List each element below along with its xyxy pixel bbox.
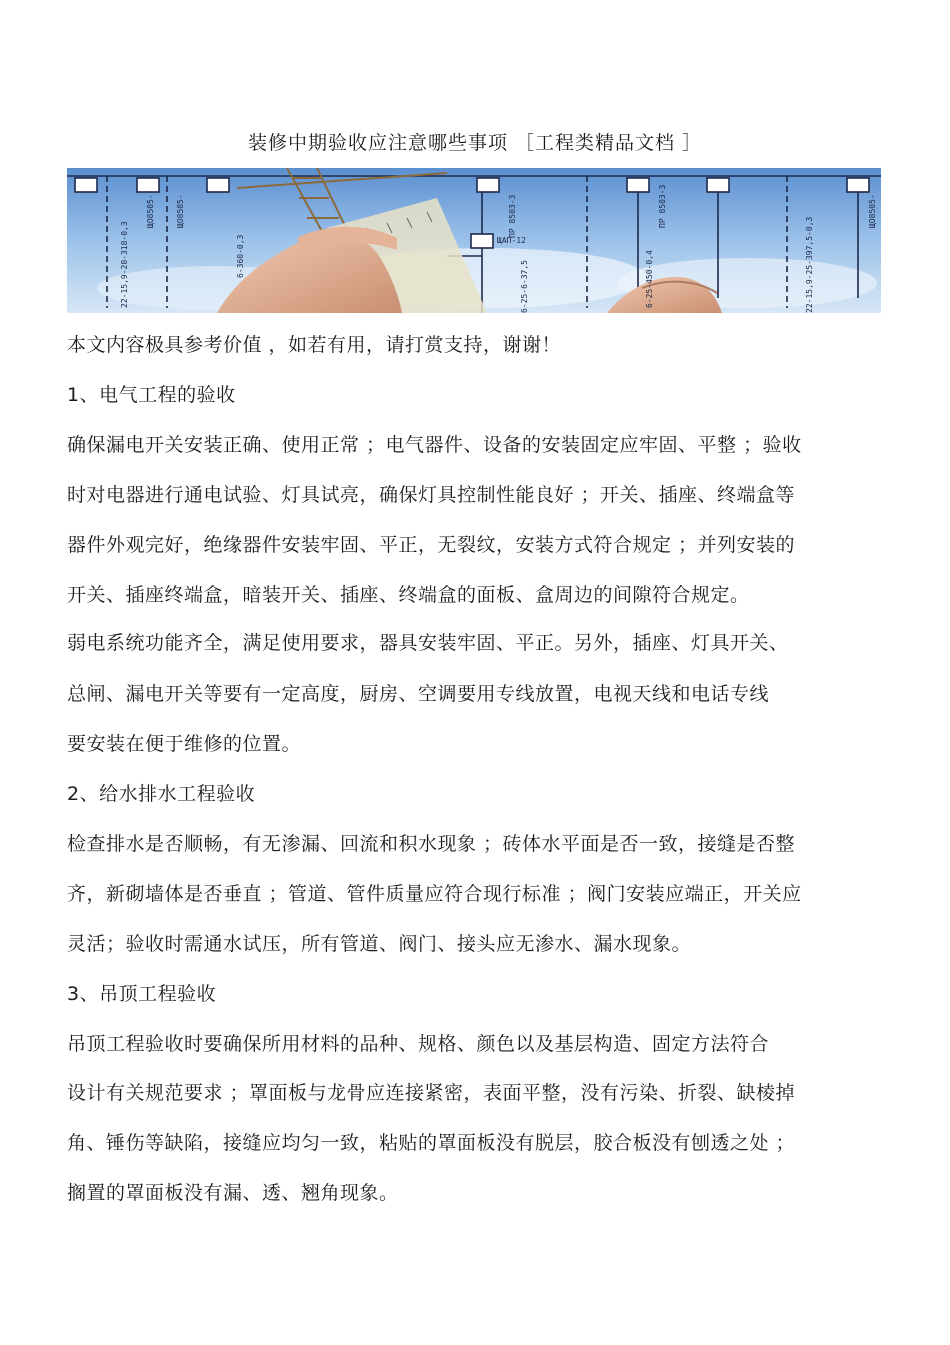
schematic-label: 6-25-450-0,4 [645, 250, 654, 308]
paragraph-line: 要安装在便于维修的位置。 [67, 733, 302, 755]
schematic-label: ЩАП-12 [497, 236, 526, 245]
paragraph-line: 设计有关规范要求 ；罩面板与龙骨应连接紧密，表面平整，没有污染、折裂、缺棱掉 [67, 1082, 796, 1104]
paragraph-line: 吊顶工程验收时要确保所用材料的品种、规格、颜色以及基层构造、固定方法符合 [67, 1033, 770, 1055]
paragraph-line: 角、锤伤等缺陷，接缝应均匀一致，粘贴的罩面板没有脱层，胶合板没有刨透之处 ； [67, 1132, 796, 1154]
paragraph-line: 总闸、漏电开关等要有一定高度，厨房、空调要用专线放置，电视天线和电话专线 [67, 683, 770, 705]
schematic-label: ЩО8505- [146, 194, 155, 228]
paragraph-line: 时对电器进行通电试验、灯具试亮，确保灯具控制性能良好 ；开关、插座、终端盒等 [67, 484, 796, 506]
section-heading: 2、给水排水工程验收 [67, 783, 256, 805]
page-title: 装修中期验收应注意哪些事项 ［工程类精品文档 ］ [247, 132, 703, 154]
section-heading: 3、吊顶工程验收 [67, 983, 217, 1005]
schematic-label: 6-360-0,3 [236, 234, 245, 278]
paragraph-line: 弱电系统功能齐全，满足使用要求，器具安装牢固、平正。另外，插座、灯具开关、 [67, 632, 789, 654]
schematic-label: ПР 8503-3 [658, 184, 667, 228]
section-heading: 1、电气工程的验收 [67, 384, 236, 406]
schematic-label: 22-15,9-25-397,5-0,3 [805, 216, 814, 313]
schematic-label: 6-25-6-37,5 [520, 260, 529, 313]
paragraph-line: 器件外观完好，绝缘器件安装牢固、平正，无裂纹，安装方式符合规定 ；并列安装的 [67, 534, 796, 556]
paragraph-line: 开关、插座终端盒，暗装开关、插座、终端盒的面板、盒周边的间隙符合规定。 [67, 584, 750, 606]
schematic-label: ПР 8503-3 [508, 194, 517, 238]
paragraph-line: 搁置的罩面板没有漏、透、翘角现象。 [67, 1182, 399, 1204]
paragraph-line: 确保漏电开关安装正确、使用正常 ；电气器件、设备的安装固定应牢固、平整 ；验收 [67, 434, 802, 456]
schematic-label: 22-15,9-20-318-0,3 [120, 221, 129, 308]
paragraph-line: 齐，新砌墙体是否垂直 ；管道、管件质量应符合现行标准 ；阀门安装应端正，开关应 [67, 883, 802, 905]
paragraph-line: 检查排水是否顺畅，有无渗漏、回流和积水现象 ；砖体水平面是否一致，接缝是否整 [67, 833, 796, 855]
schematic-label: ЩО8505- [868, 194, 877, 228]
schematic-label: ЩО8505- [176, 194, 185, 228]
intro-text: 本文内容极具参考价值 ，如若有用，请打赏支持，谢谢！ [67, 334, 562, 356]
paragraph-line: 灵活；验收时需通水试压，所有管道、阀门、接头应无渗水、漏水现象。 [67, 933, 692, 955]
header-banner-image [67, 168, 881, 313]
